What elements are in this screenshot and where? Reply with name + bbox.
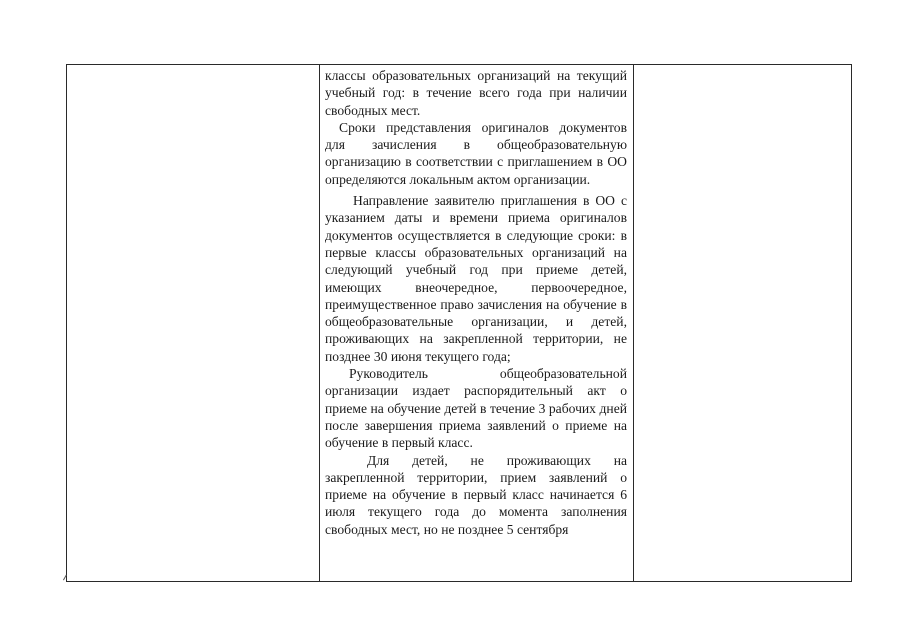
paragraph-2: Сроки представления оригиналов документов для зачисления в общеобразовательную организацию в соответствии с приглашением в ОО определяются локальным актом организации. [325,119,627,187]
paragraph-5: Для детей, не проживающих на закрепленной территории, прием заявлений о приеме на обучение в первый класс начинается 6 июля текущего года до момента заполнения свободных мест, но не позднее 5 сентября [325,452,627,537]
table-cell-right [634,65,851,581]
table-cell-middle [320,65,634,581]
document-table [66,64,852,582]
table-cell-left [67,65,320,581]
paragraph-4: Руководитель общеобразовательной организации издает распорядительный акт о приеме на обучение детей в течение 3 рабочих дней после завершения приема заявлений о приеме на обучение в первый класс. [325,366,627,451]
middle-cell-text [325,67,627,538]
paragraph-3: Направление заявителю приглашения в ОО с указанием даты и времени приема оригиналов документов осуществляется в следующие сроки: в первые классы образовательных организаций на следующий учебный год при приеме детей, имеющих внеочередное, первоочередное, преимущественное право зачисления на обучение в общеобразовательные организации, и детей, проживающих на закрепленной территории, не позднее 30 июня текущего года; [325,193,627,364]
paragraph-1: классы образовательных организаций на текущий учебный год: в течение всего года при наличии свободных мест. [325,68,627,118]
